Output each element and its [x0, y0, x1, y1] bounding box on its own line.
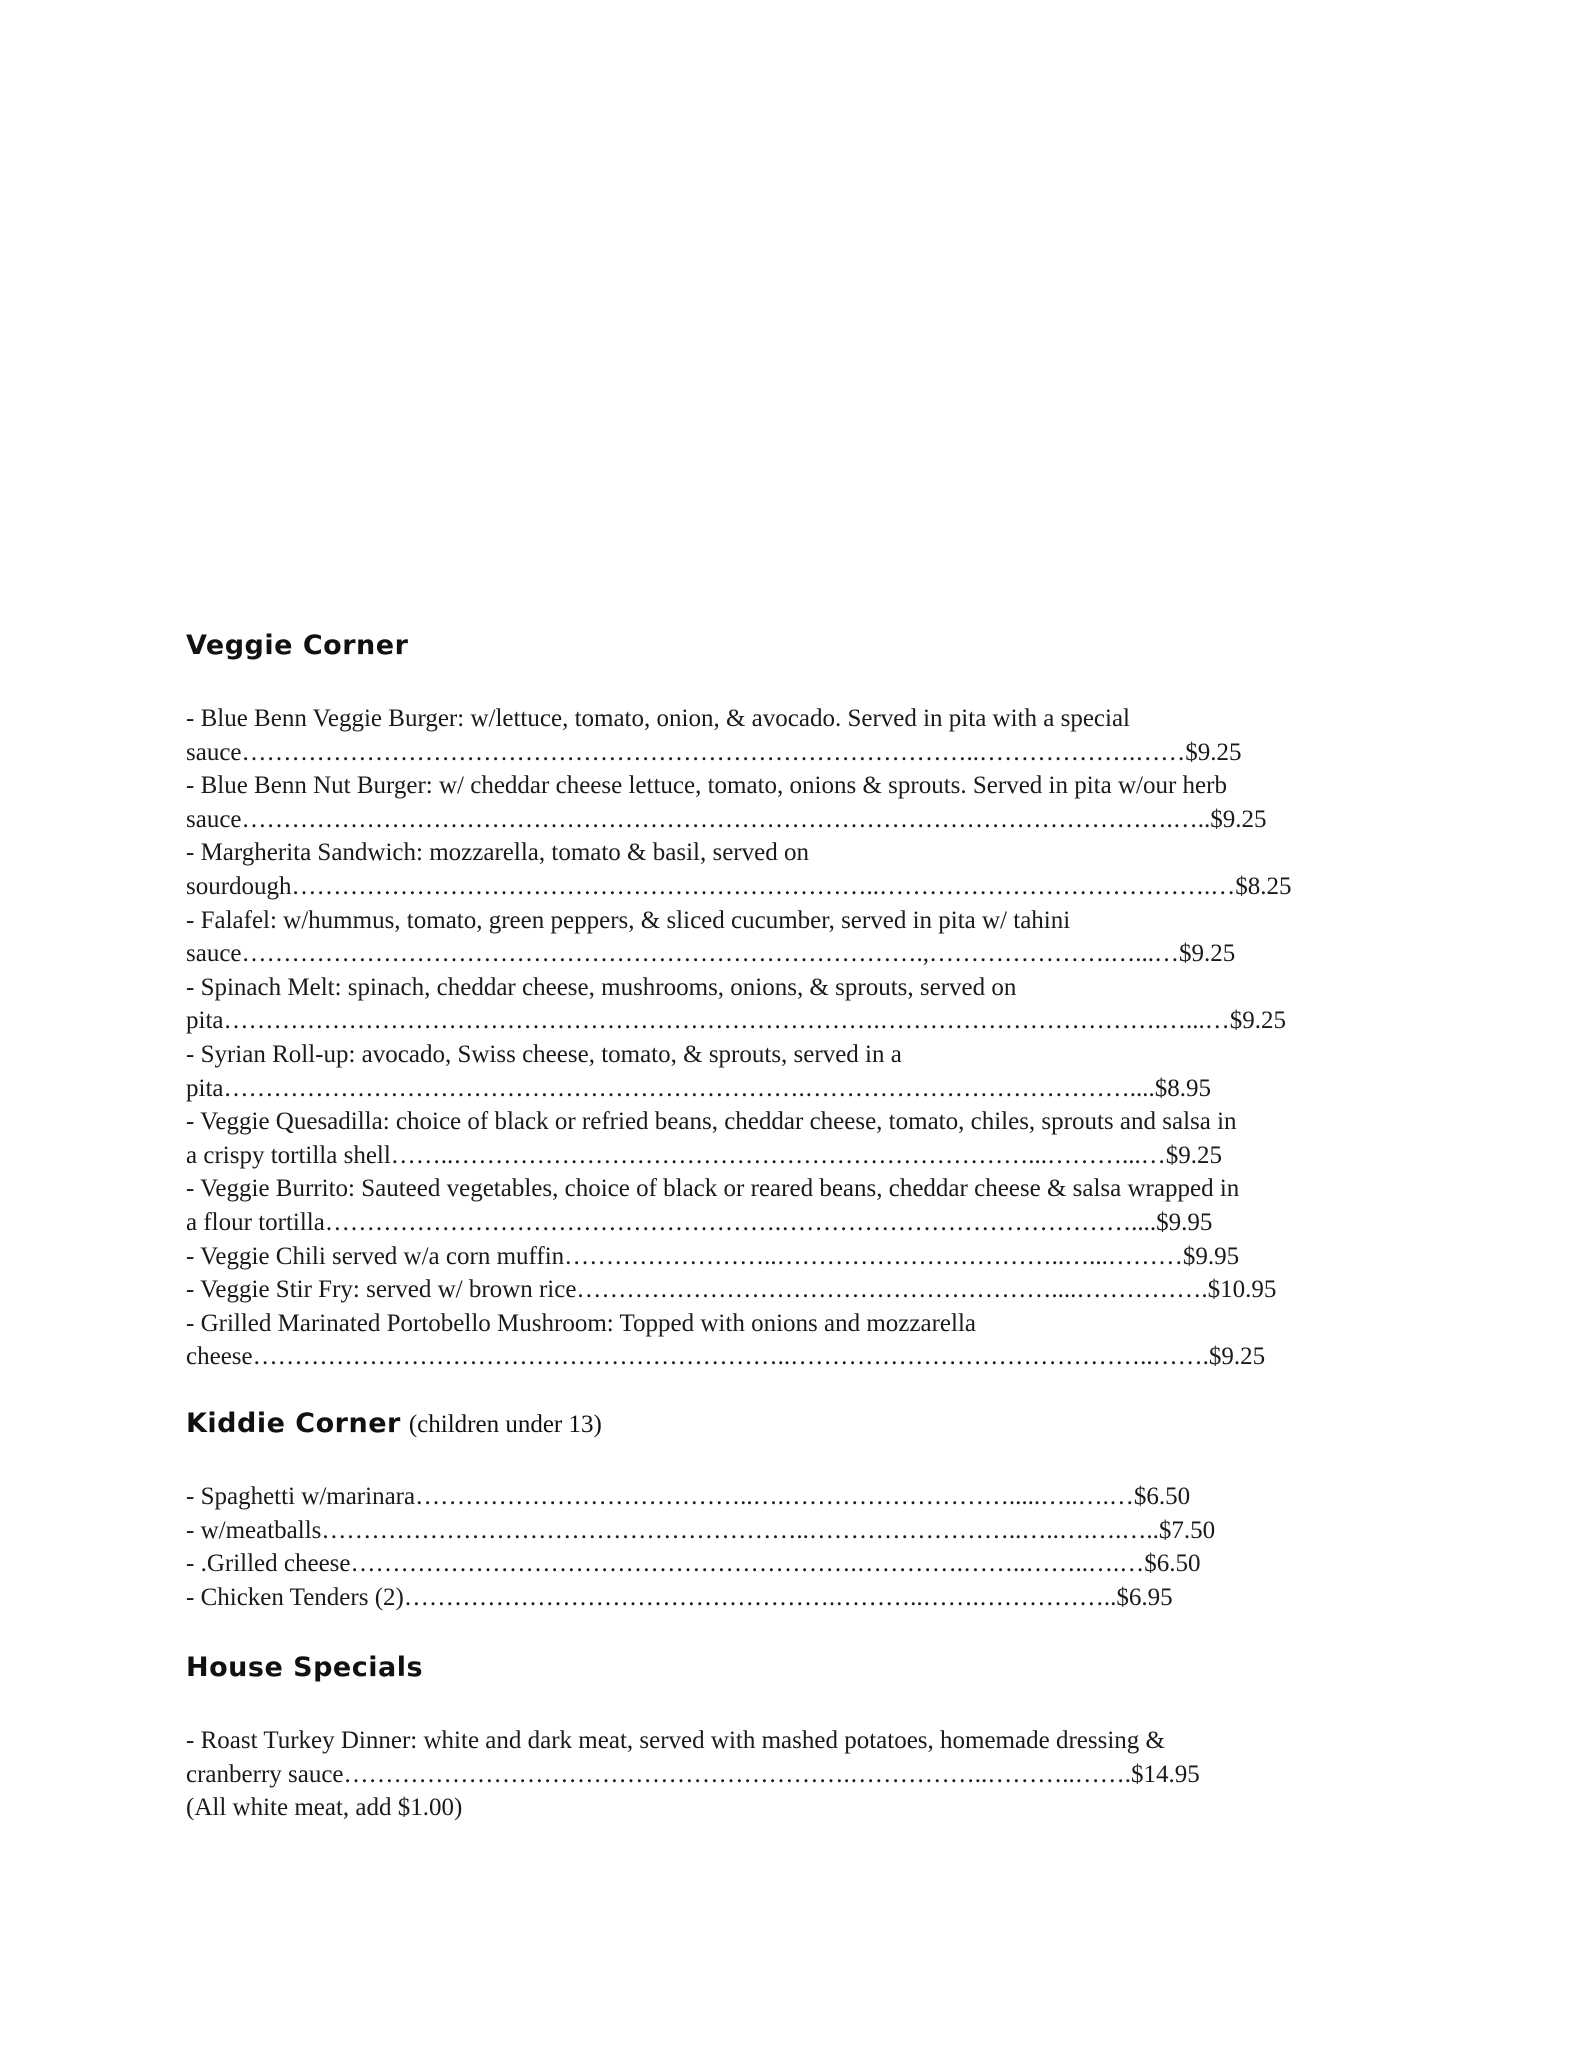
menu-line: a flour tortilla……………………………………………….……………………………………....$9.95 — [186, 1208, 1213, 1236]
menu-line: sauce……………………………………………………………………….,………………….…...…$9.25 — [186, 940, 1236, 968]
menu-line: - Veggie Stir Fry: served w/ brown rice…………………………………………………....…………….$10.95 — [186, 1276, 1277, 1304]
menu-line: cheese………………………………………………………..……………………………………..…….$9.25 — [186, 1343, 1266, 1371]
menu-line: pita…………………………………………………………………….…………………………….…...…$9.25 — [186, 1007, 1286, 1035]
kiddie-corner-heading — [186, 1408, 602, 1439]
house-specials-list — [186, 1724, 1386, 1825]
menu-line: - Roast Turkey Dinner: white and dark meat, served with mashed potatoes, homemade dressing & — [186, 1727, 1165, 1754]
menu-line: - Blue Benn Nut Burger: w/ cheddar cheese lettuce, tomato, onions & sprouts. Served in pita w/our herb — [186, 772, 1227, 800]
menu-line: - Grilled Marinated Portobello Mushroom: Topped with onions and mozzarella — [186, 1309, 976, 1337]
house-specials-heading: House Specials — [186, 1652, 424, 1683]
menu-line: - Syrian Roll-up: avocado, Swiss cheese, tomato, & sprouts, served in a — [186, 1040, 902, 1068]
menu-line: sauce……………………………………………………………………………..……………….……$9.25 — [186, 738, 1242, 766]
menu-line: - Falafel: w/hummus, tomato, green peppers, & sliced cucumber, served in pita w/ tahini — [186, 906, 1071, 934]
veggie-corner-heading: Veggie Corner — [186, 630, 409, 661]
menu-line: - Veggie Quesadilla: choice of black or refried beans, cheddar cheese, tomato, chiles, sprouts and salsa in — [186, 1108, 1237, 1136]
menu-line: - Chicken Tenders (2)…………………………………………….………..…….……………..$6.95 — [186, 1583, 1173, 1611]
menu-line: - Margherita Sandwich: mozzarella, tomato & basil, served on — [186, 839, 809, 867]
menu-line: - Blue Benn Veggie Burger: w/lettuce, tomato, onion, & avocado. Served in pita with a special — [186, 705, 1130, 732]
menu-line: sauce………………………………………………………………………………………………….…..$9.25 — [186, 805, 1267, 833]
menu-line: - Spinach Melt: spinach, cheddar cheese, mushrooms, onions, & sprouts, served on — [186, 973, 1017, 1001]
menu-line: - .Grilled cheese…………………………………………………….………….……..……..….…$6.50 — [186, 1550, 1201, 1578]
menu-line: - Veggie Burrito: Sauteed vegetables, choice of black or reared beans, cheddar cheese & salsa wrapped in — [186, 1175, 1240, 1203]
veggie-corner-list — [186, 702, 1386, 1374]
kiddie-corner-title: Kiddie Corner — [186, 1408, 401, 1439]
menu-line: pita…………………………………………………………….…………………………………....$8.95 — [186, 1074, 1211, 1102]
kiddie-corner-list — [186, 1480, 1386, 1614]
menu-line: - Veggie Chili served w/a corn muffin……………………..……………………………..…...………$9.95 — [186, 1242, 1240, 1270]
menu-line: a crispy tortilla shell……..……………………………………………………………...………...…$9.25 — [186, 1141, 1223, 1169]
kiddie-corner-note: (children under 13) — [408, 1411, 602, 1438]
menu-line: cranberry sauce…………………………………………………….……………..………..…….$14.95 — [186, 1760, 1200, 1788]
menu-line: - w/meatballs…………………………………………………..……………………..…..….….…..$7.50 — [186, 1516, 1216, 1544]
menu-line: (All white meat, add $1.00) — [186, 1794, 463, 1822]
menu-line: sourdough……………………………………………………………..………………………………….…$8.25 — [186, 872, 1292, 900]
menu-line: - Spaghetti w/marinara…………………………………..….……………………….....…..….…$6.50 — [186, 1483, 1191, 1510]
